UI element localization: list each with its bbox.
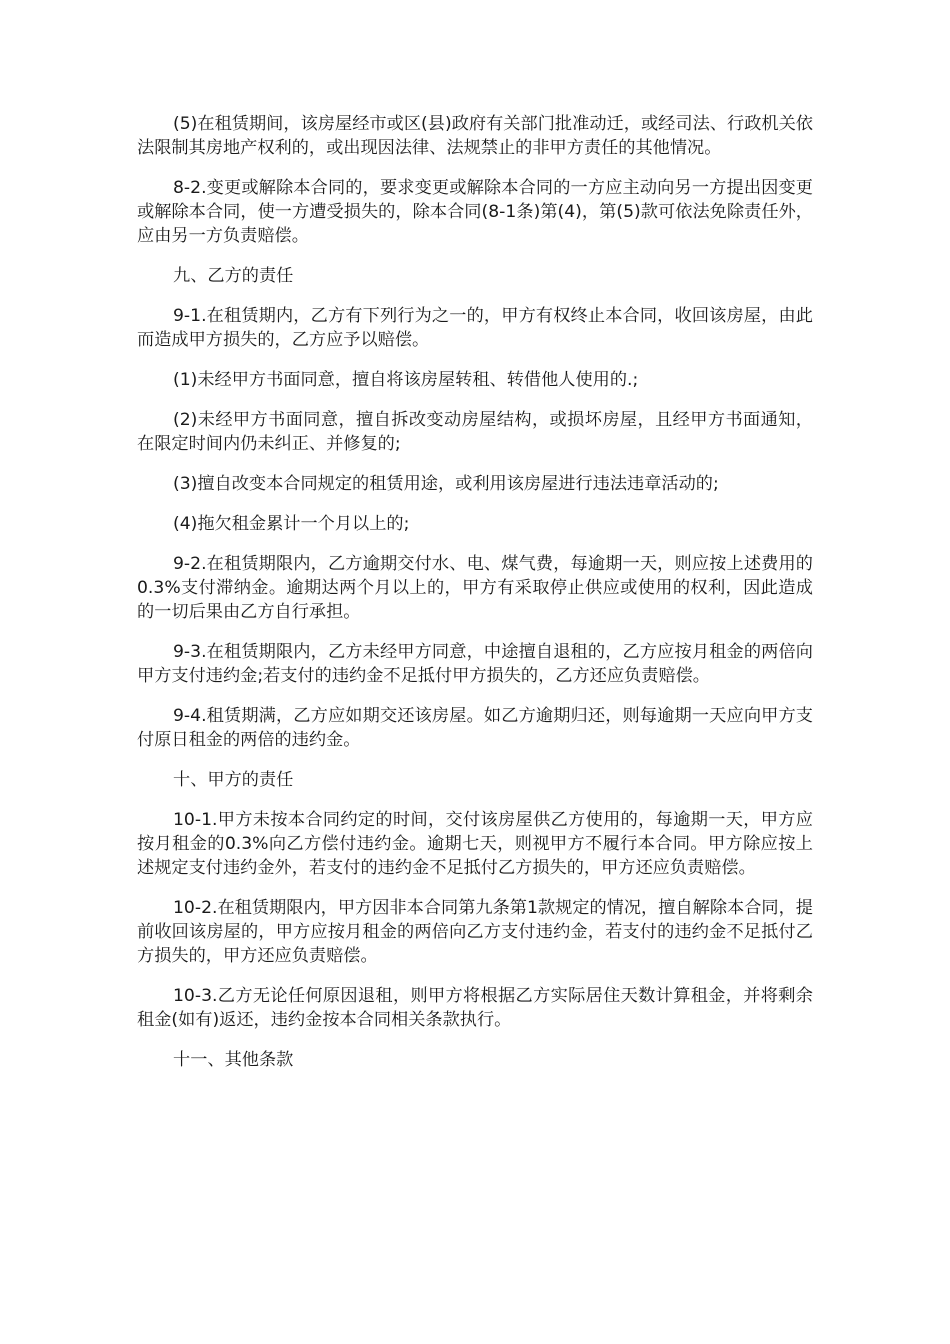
clause-9-1-item-1: (1)未经甲方书面同意，擅自将该房屋转租、转借他人使用的.; — [173, 370, 639, 390]
clause-9-1-item-3: (3)擅自改变本合同规定的租赁用途，或利用该房屋进行违法违章活动的; — [173, 474, 719, 494]
clause-10-3: 10-3.乙方无论任何原因退租，则甲方将根据乙方实际居住天数计算租金，并将剩余租金(如有)返还，违约金按本合同相关条款执行。 — [137, 986, 813, 1030]
clause-9-1-item-4: (4)拖欠租金累计一个月以上的; — [173, 514, 410, 534]
clause-10-2: 10-2.在租赁期限内，甲方因非本合同第九条第1款规定的情况，擅自解除本合同，提前收回该房屋的，甲方应按月租金的两倍向乙方支付违约金，若支付的违约金不足抵付乙方损失的，甲方还应负责赔偿。 — [137, 898, 813, 966]
section-heading-10: 十、甲方的责任 — [173, 770, 294, 790]
clause-9-1: 9-1.在租赁期内，乙方有下列行为之一的，甲方有权终止本合同，收回该房屋，由此而造成甲方损失的，乙方应予以赔偿。 — [137, 306, 813, 350]
section-heading-11: 十一、其他条款 — [173, 1050, 294, 1070]
clause-9-2: 9-2.在租赁期限内，乙方逾期交付水、电、煤气费，每逾期一天，则应按上述费用的0.3%支付滞纳金。逾期达两个月以上的，甲方有采取停止供应或使用的权利，因此造成的一切后果由乙方自行承担。 — [137, 554, 813, 622]
clause-8-1-item-5: (5)在租赁期间，该房屋经市或区(县)政府有关部门批准动迁，或经司法、行政机关依法限制其房地产权利的，或出现因法律、法规禁止的非甲方责任的其他情况。 — [137, 114, 813, 158]
clause-9-4: 9-4.租赁期满，乙方应如期交还该房屋。如乙方逾期归还，则每逾期一天应向甲方支付原日租金的两倍的违约金。 — [137, 706, 813, 750]
clause-9-3: 9-3.在租赁期限内，乙方未经甲方同意，中途擅自退租的，乙方应按月租金的两倍向甲方支付违约金;若支付的违约金不足抵付甲方损失的，乙方还应负责赔偿。 — [137, 642, 813, 686]
clause-10-1: 10-1.甲方未按本合同约定的时间，交付该房屋供乙方使用的，每逾期一天，甲方应按月租金的0.3%向乙方偿付违约金。逾期七天，则视甲方不履行本合同。甲方除应按上述规定支付违约金外，若支付的违约金不足抵付乙方损失的，甲方还应负责赔偿。 — [137, 810, 813, 878]
document-body — [137, 112, 813, 1088]
clause-8-2: 8-2.变更或解除本合同的，要求变更或解除本合同的一方应主动向另一方提出因变更或解除本合同，使一方遭受损失的，除本合同(8-1条)第(4)，第(5)款可依法免除责任外，应由另一方负责赔偿。 — [137, 178, 813, 246]
clause-9-1-item-2: (2)未经甲方书面同意，擅自拆改变动房屋结构，或损坏房屋，且经甲方书面通知，在限定时间内仍未纠正、并修复的; — [137, 410, 813, 454]
section-heading-9: 九、乙方的责任 — [173, 266, 294, 286]
